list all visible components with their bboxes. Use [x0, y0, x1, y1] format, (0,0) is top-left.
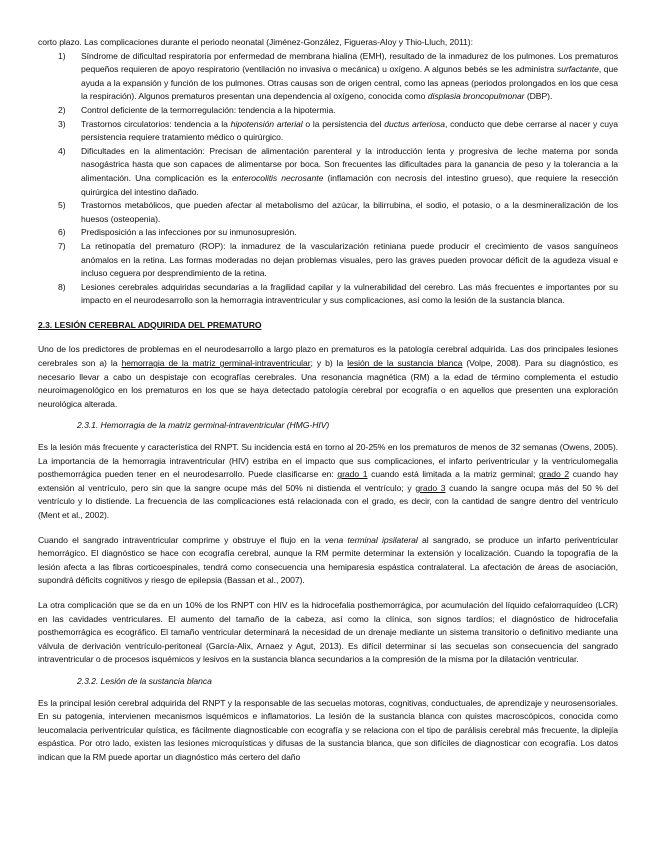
list-number: 5)	[58, 200, 66, 211]
list-item	[38, 199, 618, 226]
list-emphasis: ductus arteriosa	[384, 118, 445, 129]
list-emphasis: enterocolitis necrosante	[231, 172, 324, 183]
underlined-term: hemorragia de la matriz germinal-intraventricular	[121, 358, 311, 369]
paragraph-text: Cuando el sangrado intraventricular comprime y obstruye el flujo en la	[38, 534, 325, 545]
list-emphasis: surfactante	[556, 64, 599, 75]
paragraph	[38, 343, 618, 411]
italic-term: vena terminal ipsilateral	[324, 534, 418, 545]
list-text: Síndrome de dificultad respiratoria por enfermedad de membrana hialina (EMH), resultado de la inmadurez de los pulmones. Los prematuros pequeños requieren de apoyo respiratorio (ventilación no invasiva o mecánica) u oxígeno. A algunos bebés se les administra	[81, 50, 618, 75]
list-emphasis: hipotensión arterial	[230, 118, 303, 129]
list-number: 6)	[58, 227, 66, 238]
complications-list	[38, 50, 618, 308]
list-item	[38, 145, 618, 199]
subsection-heading-2-3-2: 2.3.2. Lesión de la sustancia blanca	[77, 675, 212, 686]
paragraph: Es la principal lesión cerebral adquirida del RNPT y la responsable de las secuelas motoras, cognitivas, conductuales, de aprendizaje y neurosensoriales. En su patogenia, intervienen mecanismos isquémicos e inflamatorios. La lesión de la sustancia blanca con quistes macroscópicos, conocida como leucomalacia periventricular quística, es fácilmente diagnosticable con ecografía y se relaciona con el tipo de parálisis cerebral más frecuente, la diplejía espástica. Por otro lado, existen las lesiones microquísticas y difusas de la sustancia blanca, que son difíciles de diagnosticar con ecografía. Los datos indican que la RM puede aportar un diagnóstico más certero del daño	[38, 697, 618, 762]
paragraph	[38, 534, 618, 588]
list-number: 7)	[58, 240, 66, 251]
grade-term: grado 1	[337, 469, 368, 480]
document-page	[38, 36, 618, 765]
grade-term: grado 2	[539, 469, 570, 480]
list-text: Control deficiente de la termorregulación: tendencia a la hipotermia.	[81, 104, 336, 115]
list-item	[38, 118, 618, 145]
paragraph-text: (Volpe, 2008). Para su diagnóstico, es necesario llevar a cabo un despistaje con ecografías cerebrales. Una resonancia magnética (RM) a la edad de término complementa el estudio neuroimagenológico en los prematuros en los que se haya detectado patología cerebral por ecografía o en aquellos que presenten una exploración neurológica alterada.	[38, 358, 618, 409]
list-number: 1)	[58, 50, 66, 61]
list-number: 2)	[58, 104, 66, 115]
list-text: (inflamación con necrosis del intestino grueso), que requiere la resección quirúrgica del intestino dañado.	[81, 172, 618, 197]
list-number: 3)	[58, 118, 66, 129]
paragraph-text: cuando hay extensión al ventrículo, pero sin que la sangre ocupe más del 50% ni distienda el ventrículo; y	[38, 469, 619, 493]
section-heading-2-3: 2.3. LESIÓN CEREBRAL ADQUIRIDA DEL PREMATURO	[38, 319, 262, 330]
paragraph-text: al sangrado, se produce un infarto periventricular hemorrágico. El diagnóstico se hace con ecografía cerebral, aunque la RM permite determinar la extensión y localización. Cuando la topografía de la lesión afecta a las fibras corticoespinales, tendrá como consecuencia una hemiparesia espástica contralateral. La afectación de áreas de asociación, supondrá déficits cognitivos y riesgo de epilepsia (Bassan et al., 2007).	[38, 534, 619, 586]
list-text: La retinopatía del prematuro (ROP): la inmadurez de la vascularización retiniana puede producir el crecimiento de vasos sanguíneos anómalos en la retina. Las formas moderadas no dejan problemas visuales, pero las graves pueden provocar déficit de la agudeza visual e incluso ceguera por desprendimiento de la retina.	[81, 240, 618, 279]
paragraph-text: Uno de los predictores de problemas en el neurodesarrollo a largo plazo en prematuros es la patología cerebral adquirida. Las dos principales lesiones cerebrales son a) la	[38, 344, 618, 369]
list-item	[38, 104, 618, 118]
list-number: 4)	[58, 145, 66, 156]
list-text: Lesiones cerebrales adquiridas secundarias a la fragilidad capilar y la vulnerabilidad del cerebro. Las más frecuentes e importantes por su impacto en el neurodesarrollo son la hemorragia intraventricular y sus complicaciones, así como la lesión de la sustancia blanca.	[81, 281, 618, 306]
grade-term: grado 3	[415, 482, 446, 493]
list-text: , conducto que debe cerrarse al nacer y cuya persistencia requiere tratamiento médico o quirúrgico.	[81, 118, 618, 143]
paragraph	[38, 441, 618, 523]
paragraph: La otra complicación que se da en un 10% de los RNPT con HIV es la hidrocefalia posthemorrágica, por acumulación del líquido cefalorraquídeo (LCR) en las cavidades ventriculares. El aumento del tamaño de la cabeza, así como la clínica, son signos tardíos; el diagnóstico de hidrocefalia posthemorrágica es ecográfico. El tamaño ventricular determinará la necesidad de un drenaje mediante un sistema transitorio o definitivo mediante una válvula de derivación ventrículo-peritoneal (García-Alix, Arnaez y Agut, 2013). Es difícil determinar si las secuelas son consecuencia del sangrado intraventricular o de procesos isquémicos y lesivos en la sustancia blanca secundarios a la compresión de la misma por la dilatación ventricular.	[38, 599, 618, 665]
paragraph-text: cuando la sangre ocupa más del 50 % del ventrículo y lo distiende. La frecuencia de las complicaciones está relacionada con el grado, es decir, con la cantidad de sangre dentro del ventrículo (Ment et al., 2002).	[38, 482, 619, 520]
underlined-term: lesión de la sustancia blanca	[347, 358, 463, 369]
list-text: Predisposición a las infecciones por su inmunosupresión.	[81, 227, 297, 238]
list-text: o la persistencia del	[302, 118, 385, 129]
paragraph-text: cuando está limitada a la matriz germinal;	[367, 469, 540, 480]
list-item	[38, 240, 618, 281]
list-number: 8)	[58, 281, 66, 292]
list-text: , que ayuda a la expansión y función de los pulmones. Otras causas son de origen central, como las apneas (periodos prolongados en los que cesa la respiración). Algunos prematuros presentan una dependencia al oxígeno, conocida como	[81, 64, 618, 102]
list-item	[38, 226, 618, 240]
paragraph-text: ; y b) la	[310, 358, 348, 369]
list-text: (DBP).	[524, 91, 553, 102]
list-text: Trastornos circulatorios: tendencia a la	[81, 118, 231, 129]
list-item	[38, 50, 618, 104]
list-item	[38, 281, 618, 308]
subsection-heading-2-3-1: 2.3.1. Hemorragia de la matriz germinal-intraventricular (HMG-HIV)	[77, 420, 330, 431]
list-text: Dificultades en la alimentación: Precisan de alimentación parenteral y la introducción lenta y progresiva de leche materna por sonda nasogástrica hasta que son capaces de alimentarse por boca. Son frecuentes las dificultades para la ganancia de peso y la tolerancia a la alimentación. Una complicación es la	[81, 145, 618, 183]
paragraph-text: Es la lesión más frecuente y característica del RNPT. Su incidencia está en torno al 20-25% en los prematuros de menos de 32 semanas (Owens, 2005). La importancia de la hemorragia intraventricular (HIV) estriba en el impacto que sus complicaciones, el infarto periventricular y la ventriculomegalia posthemorrágica pueden tener en el neurodesarrollo. Puede clasificarse en:	[38, 442, 618, 480]
list-emphasis: displasia broncopulmonar	[427, 91, 525, 102]
intro-line: corto plazo. Las complicaciones durante el periodo neonatal (Jiménez-González, Figueras-Aloy y Thio-Lluch, 2011):	[38, 37, 473, 47]
list-text: Trastornos metabólicos, que pueden afectar al metabolismo del azúcar, la bilirrubina, el sodio, el potasio, o a la desmineralización de los huesos (osteopenia).	[81, 200, 618, 224]
